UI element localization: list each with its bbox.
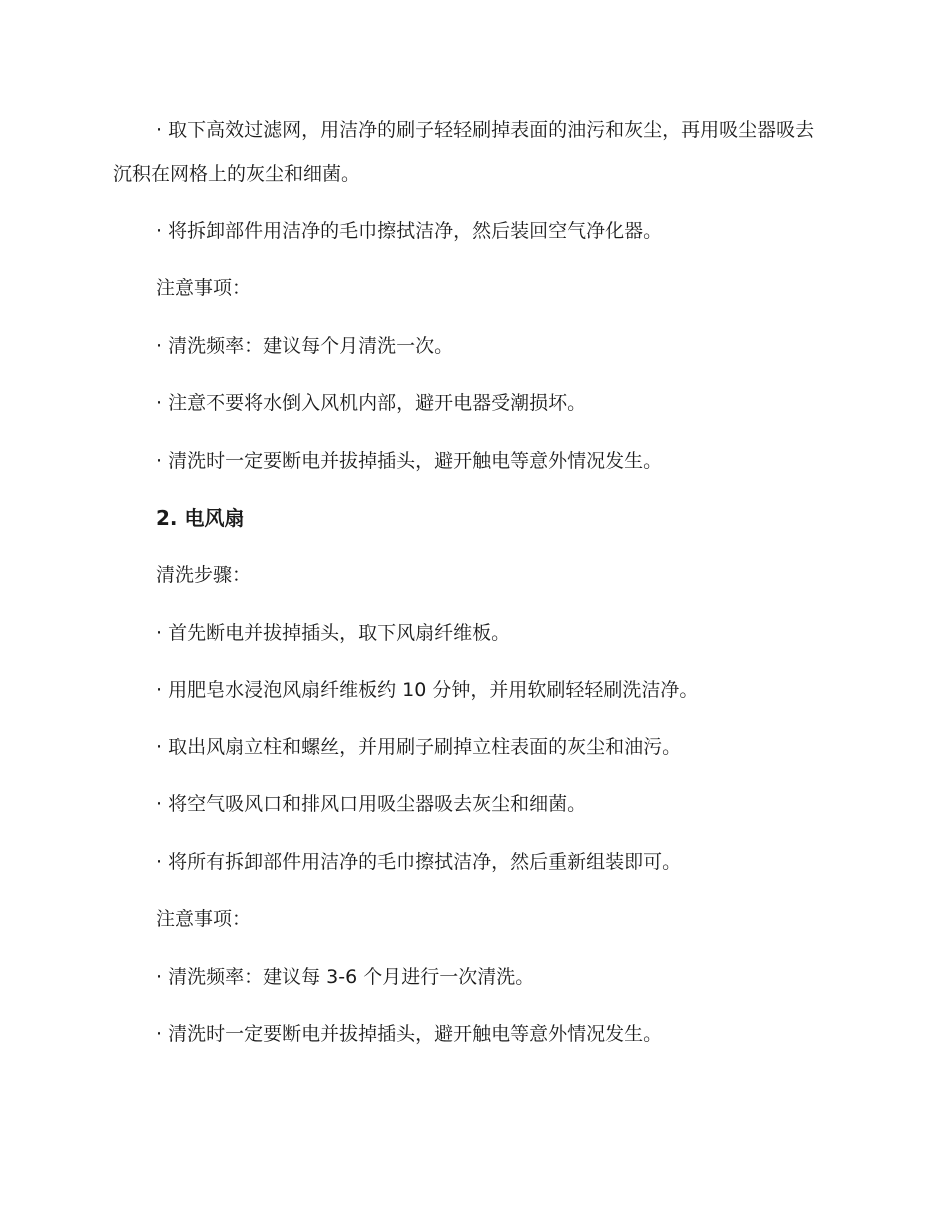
paragraph-water-warning: · 注意不要将水倒入风机内部，避开电器受潮损坏。 [156,392,587,414]
paragraph-power-warning-1: · 清洗时一定要断电并拔掉插头，避开触电等意外情况发生。 [156,450,663,472]
paragraph-frequency-2: · 清洗频率：建议每 3-6 个月进行一次清洗。 [156,966,535,988]
paragraph-power-warning-2: · 清洗时一定要断电并拔掉插头，避开触电等意外情况发生。 [156,1023,663,1045]
section-heading-electric-fan: 2. 电风扇 [156,506,245,530]
paragraph-step-2: · 用肥皂水浸泡风扇纤维板约 10 分钟，并用软刷轻轻刷洗洁净。 [156,679,699,701]
paragraph-notes-heading-1: 注意事项： [156,277,252,299]
paragraph-frequency-1: · 清洗频率：建议每个月清洗一次。 [156,335,454,357]
paragraph-step-1: · 首先断电并拔掉插头，取下风扇纤维板。 [156,622,511,644]
paragraph-steps-heading: 清洗步骤： [156,564,252,586]
paragraph-reassemble-purifier: · 将拆卸部件用洁净的毛巾擦拭洁净，然后装回空气净化器。 [156,220,663,242]
paragraph-notes-heading-2: 注意事项： [156,908,252,930]
paragraph-step-5: · 将所有拆卸部件用洁净的毛巾擦拭洁净，然后重新组装即可。 [156,851,682,873]
paragraph-step-3: · 取出风扇立柱和螺丝，并用刷子刷掉立柱表面的灰尘和油污。 [156,736,682,758]
paragraph-filter-cleaning: · 取下高效过滤网，用洁净的刷子轻轻刷掉表面的油污和灰尘，再用吸尘器吸去沉积在网格上的灰尘和细菌。 [113,119,815,185]
paragraph-step-4: · 将空气吸风口和排风口用吸尘器吸去灰尘和细菌。 [156,793,587,815]
